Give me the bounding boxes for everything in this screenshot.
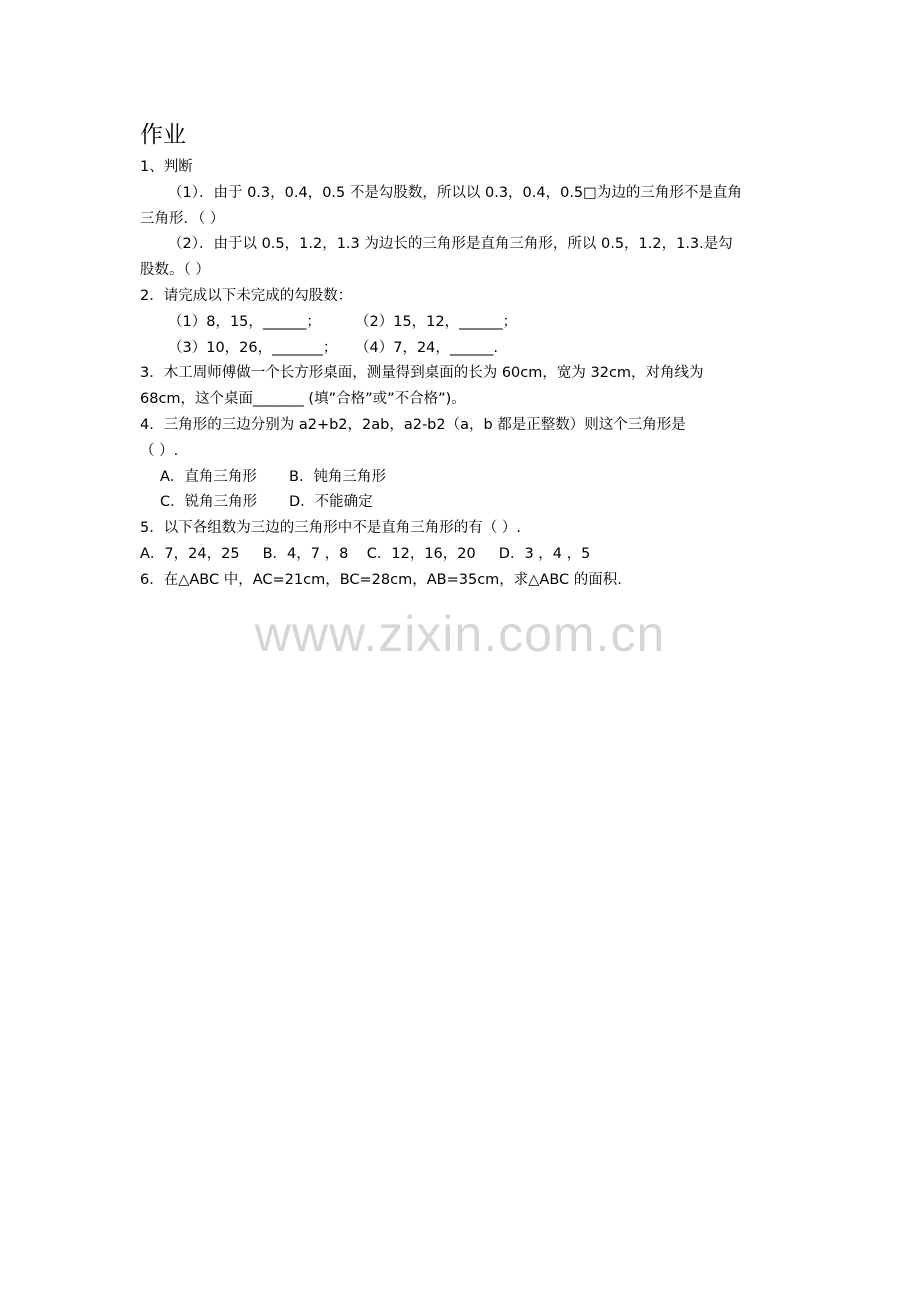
question-4-option-a: A．直角三角形	[160, 468, 257, 485]
question-2-header: 2．请完成以下未完成的勾股数：	[140, 287, 353, 304]
question-4-option-b: B．钝角三角形	[289, 468, 386, 485]
question-3-line-2: 68cm，这个桌面_______ (填”合格”或”不合格”)。	[140, 391, 466, 408]
question-3-line-1: 3．木工周师傅做一个长方形桌面，测量得到桌面的长为 60cm，宽为 32cm，对角线为	[140, 365, 704, 382]
question-4-options-row-2	[140, 490, 785, 516]
question-5-header: 5．以下各组数为三边的三角形中不是直角三角形的有（ ）.	[140, 520, 521, 537]
question-2-row-1: （1）8，15，______； （2）15，12，______；	[140, 310, 785, 336]
question-1-item-1-line-2: 三角形．（ ）	[140, 210, 225, 227]
question-1-item-2-line-2: 股数。（ ）	[140, 262, 210, 279]
question-2-blank-3: （3）10，26，_______；	[168, 339, 338, 356]
question-4-line-2: （ ）.	[140, 442, 179, 459]
page-title: 作业	[140, 122, 186, 148]
watermark: www.zixin.com.cn	[254, 606, 666, 662]
question-5-options: A．7，24，25 B．4，7 ，8 C．12，16，20 D．3 ，4 ，5	[140, 545, 591, 562]
question-6-line: 6．在△ABC 中，AC=21cm，BC=28cm，AB=35cm，求△ABC 的面积.	[140, 571, 622, 588]
question-4-option-d: D．不能确定	[289, 494, 373, 511]
question-2-row-2: （3）10，26，_______； （4）7，24，______.	[140, 336, 785, 362]
worksheet-content	[140, 118, 785, 594]
question-4-line-1: 4．三角形的三边分别为 a2+b2，2ab，a2-b2（a，b 都是正整数）则这个三角形是	[140, 416, 686, 433]
question-1-item-1-line-1: （1）．由于 0.3，0.4，0.5 不是勾股数，所以以 0.3，0.4，0.5□为边的三角形不是直角	[168, 184, 742, 201]
question-1-item-2-line-1: （2）．由于以 0.5，1.2，1.3 为边长的三角形是直角三角形，所以 0.5，1.2，1.3.是勾	[168, 236, 733, 253]
question-4-option-c: C．锐角三角形	[160, 494, 258, 511]
question-1-header: 1、判断	[140, 159, 193, 175]
question-2-blank-1: （1）8，15，______；	[168, 313, 321, 330]
question-4-options-row-1	[140, 465, 785, 491]
